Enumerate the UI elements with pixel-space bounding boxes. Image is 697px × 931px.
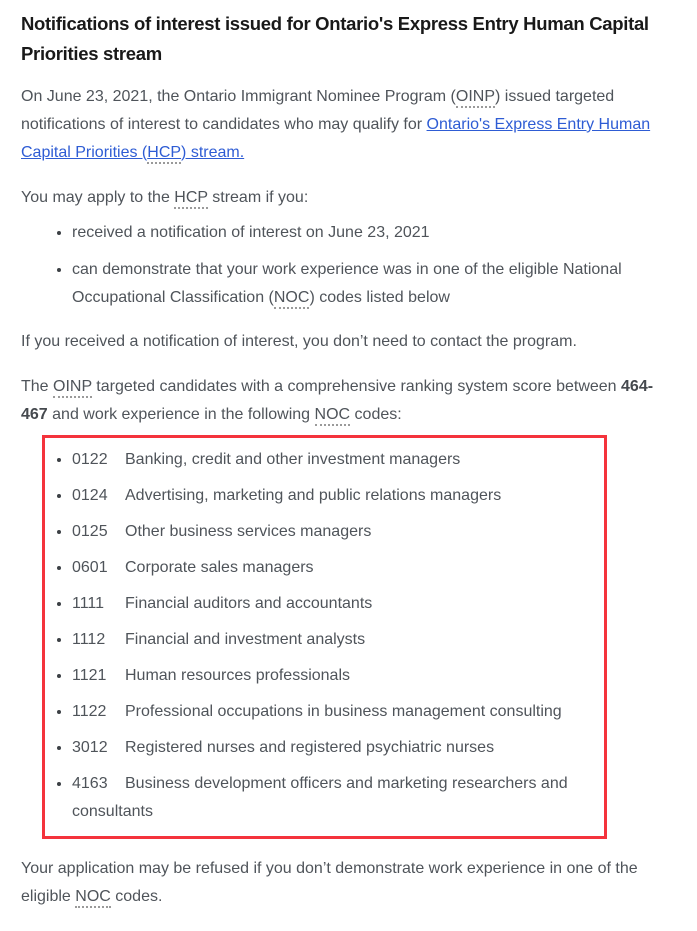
noc-name: Banking, credit and other investment managers [125,451,461,468]
noc-code: 0122 [72,451,108,468]
noc-list-item [72,697,586,726]
apply-condition-paragraph [21,184,667,212]
noc-list-item [72,553,586,582]
abbr-noc: NOC [75,888,111,908]
crs-score-range: 464-467 [21,378,654,423]
text: On June 23, 2021, the Ontario Immigrant Nominee Program ( [21,88,456,105]
noc-name: Business development officers and marketing researchers and consultants [72,775,568,820]
noc-list-item [72,769,586,826]
link-text: Ontario's Express Entry Human Capital Priorities ( [21,116,651,161]
noc-name: Other business services managers [125,523,372,540]
text: The [21,378,54,395]
noc-code-list [45,445,586,826]
crs-score-paragraph [21,373,667,429]
noc-code: 0125 [72,523,108,540]
refusal-note-paragraph [21,855,667,911]
text: can demonstrate that your work experience was in one of the eligible National Occupational Classification ( [72,261,622,306]
eligibility-list [21,218,667,312]
noc-list-item [72,733,586,762]
no-contact-paragraph: If you received a notification of interest, you don’t need to contact the program. [21,333,577,350]
text: stream if you: [207,189,309,206]
noc-list-item [72,517,586,546]
abbr-noc: NOC [315,406,351,426]
noc-code: 0601 [72,559,108,576]
intro-paragraph [21,83,667,167]
text: targeted candidates with a comprehensive ranking system score between [91,378,622,395]
noc-list-item [72,445,586,474]
noc-list-item [72,589,586,618]
abbr-hcp: HCP [147,144,181,164]
noc-name: Professional occupations in business management consulting [125,703,562,720]
text: ) codes listed below [309,289,450,306]
abbr-hcp: HCP [174,189,208,209]
noc-name: Registered nurses and registered psychiatric nurses [125,739,495,756]
noc-codes-highlight-box [42,435,607,839]
noc-code: 4163 [72,775,108,792]
abbr-oinp: OINP [53,378,92,398]
text: ) issued targeted notifications of interest to candidates who may qualify for [21,88,615,133]
noc-name: Financial and investment analysts [125,631,366,648]
noc-code: 1121 [72,667,107,684]
noc-name: Advertising, marketing and public relations managers [125,487,502,504]
noc-code: 3012 [72,739,108,756]
abbr-oinp: OINP [456,88,495,108]
abbr-noc: NOC [274,289,310,309]
noc-name: Corporate sales managers [125,559,314,576]
list-item-notification: • received a notification of interest on June 23, 2021 [72,218,667,247]
noc-name: Human resources professionals [125,667,350,684]
text: and work experience in the following [47,406,315,423]
list-item-work-experience [72,255,667,312]
page-title: Notifications of interest issued for Ontario's Express Entry Human Capital Priorities stream [21,13,649,64]
link-text: ) stream. [181,144,245,161]
text: Your application may be refused if you don’t demonstrate work experience in one of the eligible [21,860,638,905]
noc-code: 1112 [72,631,106,648]
noc-list-item [72,661,586,690]
noc-name: Financial auditors and accountants [125,595,373,612]
noc-code: 1122 [72,703,107,720]
noc-code: 0124 [72,487,108,504]
noc-list-item [72,625,586,654]
text: You may apply to the [21,189,175,206]
text: codes. [110,888,163,905]
text: codes: [350,406,402,423]
noc-list-item [72,481,586,510]
noc-code: 1111 [72,595,105,612]
